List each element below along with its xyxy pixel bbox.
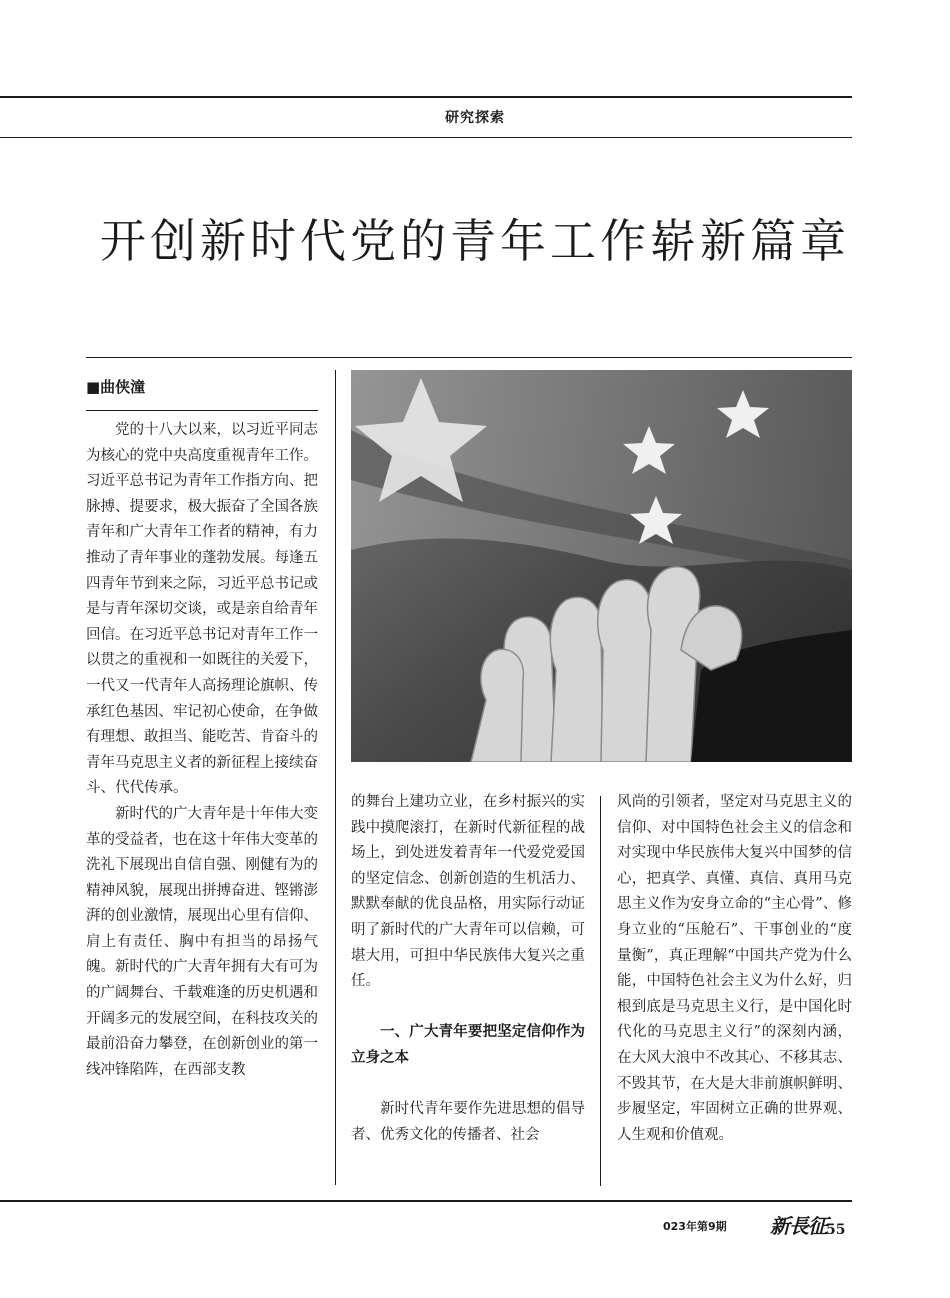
header-top-rule [0, 96, 852, 98]
flag-fists-illustration [351, 370, 852, 762]
column-divider-right [600, 796, 601, 1186]
col2-paragraph-1: 的舞台上建功立业，在乡村振兴的实践中摸爬滚打，在新时代新征程的战场上，到处迸发着青年一代爱党爱国的坚定信念、创新创造的生机活力、默默奉献的优良品格，用实际行动证明了新时代的广大青年可以信赖，可堪大用，可担中华民族伟大复兴之重任。 [351, 794, 585, 990]
footer-journal-logo: 新長征 [770, 1214, 827, 1238]
page-number: 55 [826, 1222, 846, 1238]
col3-paragraph-1: 风尚的引领者，坚定对马克思主义的信仰、对中国特色社会主义的信念和对实现中华民族伟大复兴中国梦的信心，把真学、真懂、真信、真用马克思主义作为安身立命的“主心骨”、修身立业的“压舱石”、干事创业的“度量衡”，真正理解“中国共产党为什么能，中国特色社会主义为什么好，归根到底是马克思主义行，是中国化时代化的马克思主义行”的深刻内涵，在大风大浪中不改其心、不移其志、不毁其节，在大是大非前旗帜鲜明、步履坚定，牢固树立正确的世界观、人生观和价值观。 [617, 794, 852, 1143]
article-title: 开创新时代党的青年工作崭新篇章 [100, 214, 850, 268]
section-heading: 一、广大青年要把坚定信仰作为立身之本 [351, 1024, 585, 1066]
column-1 [86, 418, 318, 1083]
author-rule [86, 410, 318, 411]
footer-rule [0, 1200, 852, 1202]
header-bottom-rule [0, 137, 852, 138]
column-divider-left [335, 370, 336, 1185]
footer-issue: 023年第9期 [663, 1220, 727, 1233]
title-bottom-rule [86, 357, 852, 358]
column-2 [351, 790, 585, 1148]
article-photo [351, 370, 852, 762]
author-byline: ■曲侠潼 [86, 378, 146, 396]
col2-paragraph-2: 新时代青年要作先进思想的倡导者、优秀文化的传播者、社会 [351, 1101, 585, 1143]
col1-paragraph-1: 党的十八大以来，以习近平同志为核心的党中央高度重视青年工作。习近平总书记为青年工作指方向、把脉搏、提要求，极大振奋了全国各族青年和广大青年工作者的精神，有力推动了青年事业的蓬勃发展。每逢五四青年节到来之际，习近平总书记或是与青年深切交谈，或是亲自给青年回信。在习近平总书记对青年工作一以贯之的重视和一如既往的关爱下，一代又一代青年人高扬理论旗帜、传承红色基因、牢记初心使命，在争做有理想、敢担当、能吃苦、肯奋斗的青年马克思主义者的新征程上接续奋斗、代代传承。 [86, 422, 318, 797]
column-3 [617, 790, 852, 1148]
section-label: 研究探索 [445, 110, 505, 126]
col1-paragraph-2: 新时代的广大青年是十年伟大变革的受益者，也在这十年伟大变革的洗礼下展现出自信自强、刚健有为的精神风貌，展现出拼搏奋进、铿锵澎湃的创业激情，展现出心里有信仰、肩上有责任、胸中有担当的昂扬气魄。新时代的广大青年拥有大有可为的广阔舞台、千载难逢的历史机遇和开阔多元的发展空间，在科技攻关的最前沿奋力攀登，在创新创业的第一线冲锋陷阵，在西部支教 [86, 805, 318, 1078]
